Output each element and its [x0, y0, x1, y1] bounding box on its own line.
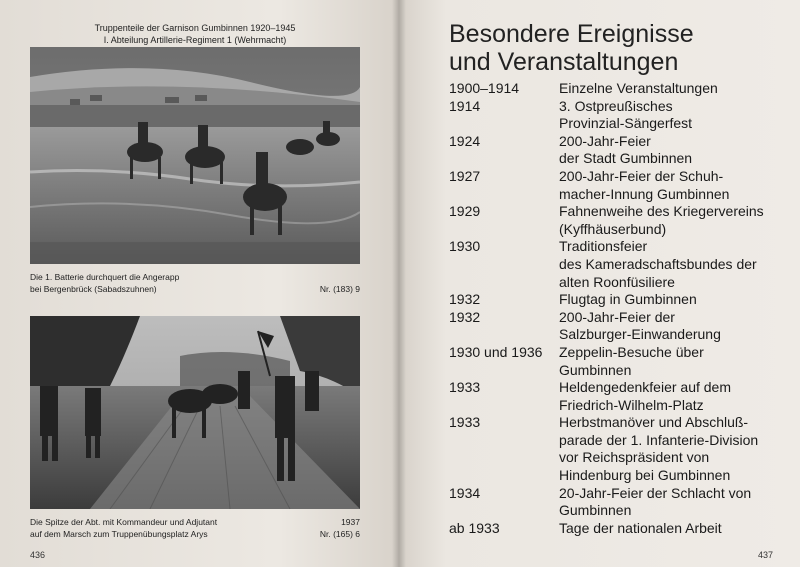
event-description [559, 80, 789, 98]
event-description [559, 414, 789, 484]
event-row [449, 98, 789, 133]
photo2-caption [30, 516, 360, 540]
event-description-line: Fahnenweihe des Kriegervereins [559, 203, 764, 220]
event-description-line: vor Reichspräsident von [559, 449, 710, 466]
event-description-line: 3. Ostpreußisches [559, 97, 673, 114]
event-year: 1932 [449, 308, 481, 325]
event-year: 1930 und 1936 [449, 343, 543, 360]
photo1-caption [30, 271, 360, 295]
event-description-line: Einzelne Veranstaltungen [559, 80, 718, 96]
section-caption [30, 22, 360, 46]
event-row [449, 80, 789, 98]
photo-march [30, 316, 360, 509]
event-description-line: (Kyffhäuserbund) [559, 220, 667, 237]
event-description-line: alten Roonfüsiliere [559, 273, 675, 290]
event-year: 1932 [449, 291, 481, 308]
event-row [449, 414, 789, 484]
event-year: ab 1933 [449, 519, 500, 536]
event-year: 1933 [449, 414, 481, 431]
event-row [449, 520, 789, 538]
book-gutter [392, 0, 406, 567]
event-description [559, 379, 789, 414]
event-description [559, 485, 789, 520]
event-description-line: Tage der nationalen Arbeit [559, 519, 722, 536]
page-title [449, 20, 779, 76]
event-row [449, 309, 789, 344]
page-title-line: Besondere Ereignisse [449, 20, 694, 48]
event-description [559, 291, 789, 309]
page-number-left: 436 [30, 550, 46, 560]
event-description [559, 203, 789, 238]
event-year: 1930 [449, 238, 481, 255]
event-description-line: Provinzial-Sängerfest [559, 115, 693, 132]
photo2-ref: Nr. (165) 6 [319, 529, 360, 539]
event-description-line: 20-Jahr-Feier der Schlacht von [559, 484, 752, 501]
photo2-caption-line: Die Spitze der Abt. mit Kommandeur und Adjutant [30, 517, 218, 527]
photo1-caption-line: Die 1. Batterie durchquert die Angerapp [30, 272, 180, 282]
event-year: 1927 [449, 167, 481, 184]
event-description-line: der Stadt Gumbinnen [559, 150, 693, 167]
page-title-line: und Veranstaltungen [449, 48, 679, 76]
event-description [559, 133, 789, 168]
event-year: 1929 [449, 203, 481, 220]
events-list [449, 80, 789, 537]
event-description-line: Salzburger-Einwanderung [559, 326, 721, 343]
event-description-line: 200-Jahr-Feier der Schuh- [559, 167, 724, 184]
event-description [559, 309, 789, 344]
event-row [449, 168, 789, 203]
event-year: 1934 [449, 484, 481, 501]
event-row [449, 344, 789, 379]
event-row [449, 133, 789, 168]
event-description-line: macher-Innung Gumbinnen [559, 185, 730, 202]
event-description-line: Gumbinnen [559, 361, 632, 378]
section-caption-line: Truppenteile der Garnison Gumbinnen 1920–1945 [94, 23, 296, 33]
event-description [559, 168, 789, 203]
event-description-line: Flugtag in Gumbinnen [559, 291, 697, 308]
event-year: 1933 [449, 379, 481, 396]
event-description [559, 238, 789, 291]
left-page [0, 0, 398, 567]
event-description-line: Friedrich-Wilhelm-Platz [559, 396, 704, 413]
photo1-caption-line: bei Bergenbrück (Sabadszuhnen) [30, 284, 157, 294]
section-caption-line: I. Abteilung Artillerie-Regiment 1 (Wehrmacht) [103, 35, 287, 45]
event-description-line: 200-Jahr-Feier der [559, 308, 675, 325]
event-year: 1900–1914 [449, 80, 520, 96]
event-row [449, 291, 789, 309]
event-description [559, 520, 789, 538]
event-description-line: Hindenburg bei Gumbinnen [559, 467, 731, 484]
event-description-line: 200-Jahr-Feier [559, 132, 651, 149]
event-description-line: Traditionsfeier [559, 238, 648, 255]
photo1-ref: Nr. (183) 9 [319, 284, 360, 294]
photo2-year: 1937 [341, 517, 360, 527]
photo2-caption-line: auf dem Marsch zum Truppenübungsplatz Arys [30, 529, 208, 539]
event-row [449, 379, 789, 414]
photo-river-crossing [30, 47, 360, 264]
event-year: 1914 [449, 97, 481, 114]
event-row [449, 485, 789, 520]
event-description [559, 98, 789, 133]
event-row [449, 238, 789, 291]
event-description-line: Heldengedenkfeier auf dem [559, 379, 732, 396]
event-description-line: Gumbinnen [559, 502, 632, 519]
event-description-line: Zeppelin-Besuche über [559, 343, 704, 360]
event-row [449, 203, 789, 238]
event-description-line: parade der 1. Infanterie-Division [559, 431, 759, 448]
event-year: 1924 [449, 132, 481, 149]
event-description [559, 344, 789, 379]
page-number-right: 437 [758, 550, 774, 560]
event-description-line: des Kameradschaftsbundes der [559, 255, 757, 272]
event-description-line: Herbstmanöver und Abschluß- [559, 414, 749, 431]
